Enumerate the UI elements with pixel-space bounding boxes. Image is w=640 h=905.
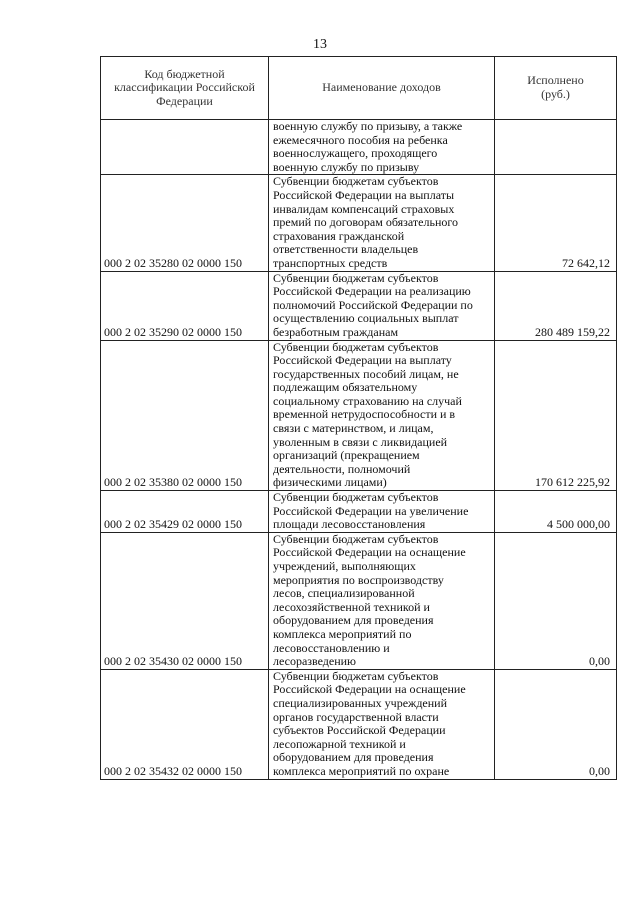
header-code — [101, 57, 269, 120]
header-amount-line: Исполнено — [527, 73, 584, 88]
revenue-name-line: премий по договорам обязательного — [273, 215, 458, 230]
table-row — [101, 340, 617, 491]
revenue-name-line: комплекса мероприятий по — [273, 626, 412, 641]
budget-code-cell: 000 2 02 35290 02 0000 150 — [101, 271, 269, 340]
revenue-table — [100, 56, 617, 780]
revenue-name-line: субъектов Российской Федерации — [273, 723, 446, 738]
revenue-name-line: Субвенции бюджетам субъектов — [273, 339, 439, 354]
revenue-name-line: связи с материнством, и лицам, — [273, 421, 434, 436]
table-row — [101, 669, 617, 779]
executed-amount-cell: 280 489 159,22 — [495, 271, 617, 340]
budget-code-cell — [101, 120, 269, 175]
revenue-name-cell — [269, 340, 495, 491]
revenue-name-line: военнослужащего, проходящего — [273, 146, 438, 161]
header-code-line: Федерации — [156, 93, 213, 108]
revenue-name-line: Российской Федерации на выплаты — [273, 187, 455, 202]
revenue-name-line: осуществлению социальных выплат — [273, 311, 459, 326]
revenue-name-line: военную службу по призыву, а также — [273, 119, 463, 133]
executed-amount-cell: 0,00 — [495, 532, 617, 669]
executed-amount-cell: 170 612 225,92 — [495, 340, 617, 491]
table-header-row — [101, 57, 617, 120]
budget-code-cell: 000 2 02 35432 02 0000 150 — [101, 669, 269, 779]
revenue-name-line: органов государственной власти — [273, 709, 439, 724]
revenue-name-line: Субвенции бюджетам субъектов — [273, 668, 439, 683]
revenue-name-line: оборудованием для проведения — [273, 750, 434, 765]
header-amount — [495, 57, 617, 120]
revenue-name-line: Субвенции бюджетам субъектов — [273, 531, 439, 546]
budget-code-cell: 000 2 02 35380 02 0000 150 — [101, 340, 269, 491]
revenue-name-line: лесовосстановлению и — [273, 640, 390, 655]
revenue-name-line: специализированных учреждений — [273, 695, 448, 710]
revenue-name-line: безработным гражданам — [273, 324, 399, 339]
revenue-name-line: социальному страхованию на случай — [273, 393, 462, 408]
revenue-name-line: лесов, специализированной — [273, 586, 415, 601]
revenue-name-line: Субвенции бюджетам субъектов — [273, 490, 439, 505]
table-row — [101, 271, 617, 340]
revenue-name-line: транспортных средств — [273, 255, 388, 270]
table-body — [101, 120, 617, 780]
header-code-line: классификации Российской — [114, 80, 255, 95]
revenue-name-line: лесопожарной техникой и — [273, 736, 406, 751]
revenue-name-line: инвалидам компенсаций страховых — [273, 201, 455, 216]
revenue-name-cell — [269, 491, 495, 533]
revenue-name-line: Российской Федерации на увеличение — [273, 503, 469, 518]
revenue-name-line: Российской Федерации на оснащение — [273, 682, 466, 697]
revenue-name-line: Российской Федерации на оснащение — [273, 545, 466, 560]
revenue-name-line: оборудованием для проведения — [273, 613, 434, 628]
revenue-name-cell — [269, 669, 495, 779]
revenue-name-line: полномочий Российской Федерации по — [273, 297, 473, 312]
executed-amount-cell: 4 500 000,00 — [495, 491, 617, 533]
revenue-name-line: ответственности владельцев — [273, 242, 419, 257]
table-row — [101, 491, 617, 533]
revenue-name-line: ежемесячного пособия на ребенка — [273, 132, 448, 147]
revenue-name-line: комплекса мероприятий по охране — [273, 763, 450, 778]
budget-code-cell: 000 2 02 35280 02 0000 150 — [101, 175, 269, 271]
revenue-name-line: деятельности, полномочий — [273, 461, 411, 476]
revenue-name-line: организаций (прекращением — [273, 448, 420, 463]
revenue-name-line: военную службу по призыву — [273, 159, 420, 174]
revenue-name-line: страхования гражданской — [273, 228, 405, 243]
revenue-name-line: Российской Федерации на реализацию — [273, 284, 471, 299]
revenue-name-line: мероприятия по воспроизводству — [273, 572, 444, 587]
revenue-name-line: временной нетрудоспособности и в — [273, 407, 456, 422]
table-row — [101, 120, 617, 175]
header-amount-line: (руб.) — [541, 87, 570, 101]
executed-amount-cell — [495, 120, 617, 175]
executed-amount-cell: 72 642,12 — [495, 175, 617, 271]
revenue-name-line: Российской Федерации на выплату — [273, 353, 452, 368]
revenue-name-line: лесоразведению — [273, 654, 357, 669]
revenue-name-line: физическими лицами) — [273, 475, 387, 490]
executed-amount-cell: 0,00 — [495, 669, 617, 779]
table-row — [101, 532, 617, 669]
revenue-name-line: лесохозяйственной техникой и — [273, 599, 430, 614]
revenue-name-line: площади лесовосстановления — [273, 517, 426, 532]
header-name: Наименование доходов — [269, 57, 495, 120]
revenue-name-line: учреждений, выполняющих — [273, 559, 416, 573]
table-row — [101, 175, 617, 271]
revenue-name-cell — [269, 271, 495, 340]
revenue-name-line: подлежащим обязательному — [273, 380, 418, 395]
revenue-name-line: государственных пособий лицам, не — [273, 366, 459, 381]
revenue-name-line: Субвенции бюджетам субъектов — [273, 174, 439, 189]
revenue-name-line: Субвенции бюджетам субъектов — [273, 270, 439, 285]
page-number: 13 — [313, 37, 327, 52]
revenue-name-line: уволенным в связи с ликвидацией — [273, 434, 448, 449]
budget-code-cell: 000 2 02 35430 02 0000 150 — [101, 532, 269, 669]
budget-code-cell: 000 2 02 35429 02 0000 150 — [101, 491, 269, 533]
header-code-line: Код бюджетной — [144, 66, 225, 81]
revenue-name-cell — [269, 120, 495, 175]
revenue-name-cell — [269, 532, 495, 669]
revenue-name-cell — [269, 175, 495, 271]
